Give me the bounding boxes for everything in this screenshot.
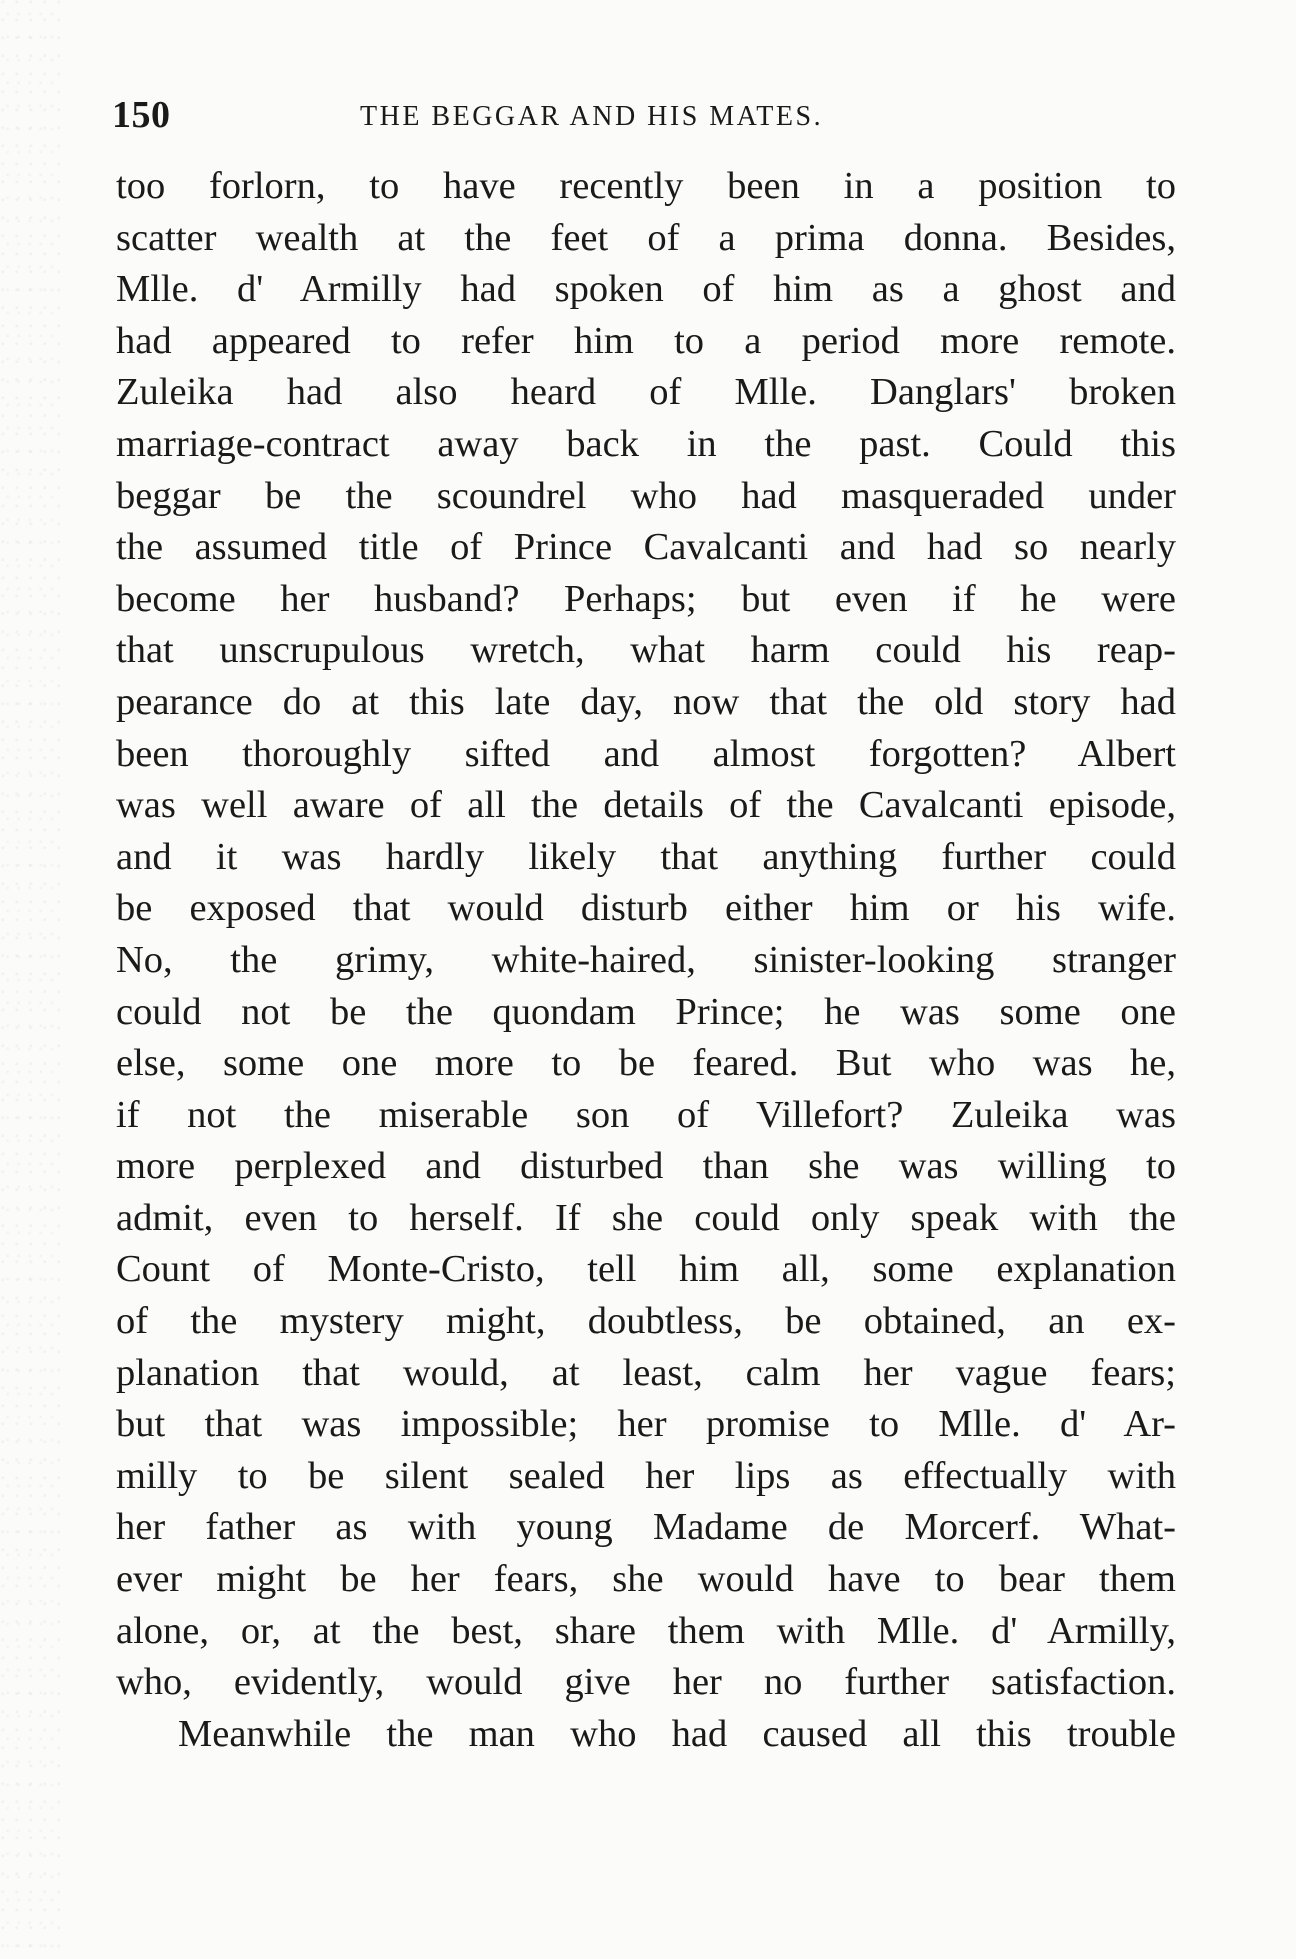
- text-line: had appeared to refer him to a period more remote.: [116, 319, 1176, 362]
- text-line: Meanwhile the man who had caused all this trouble: [178, 1712, 1176, 1755]
- text-line: else, some one more to be feared. But who was he,: [116, 1042, 1176, 1085]
- text-line: been thoroughly sifted and almost forgotten? Albert: [116, 732, 1176, 775]
- text-line: No, the grimy, white-haired, sinister-looking stranger: [116, 938, 1176, 981]
- text-line: of the mystery might, doubtless, be obtained, an ex-: [116, 1300, 1176, 1343]
- text-line: and it was hardly likely that anything further could: [116, 835, 1176, 878]
- text-line: scatter wealth at the feet of a prima donna. Besides,: [116, 216, 1176, 259]
- running-title: THE BEGGAR AND HIS MATES.: [360, 101, 824, 132]
- page-header: [112, 85, 1172, 145]
- page-edge-texture: [0, 0, 60, 1959]
- text-line: Count of Monte-Cristo, tell him all, some explanation: [116, 1248, 1176, 1291]
- text-line: milly to be silent sealed her lips as effectually with: [116, 1454, 1176, 1497]
- text-line: the assumed title of Prince Cavalcanti and had so nearly: [116, 526, 1176, 569]
- text-line: marriage-contract away back in the past. Could this: [116, 422, 1176, 465]
- text-line: become her husband? Perhaps; but even if he were: [116, 577, 1176, 620]
- text-line: too forlorn, to have recently been in a position to: [116, 165, 1176, 207]
- text-line: alone, or, at the best, share them with Mlle. d' Armilly,: [116, 1609, 1176, 1652]
- text-line: admit, even to herself. If she could only speak with the: [116, 1196, 1176, 1239]
- text-line: planation that would, at least, calm her vague fears;: [116, 1351, 1176, 1394]
- text-line: pearance do at this late day, now that the old story had: [116, 680, 1176, 723]
- text-line: that unscrupulous wretch, what harm could his reap-: [116, 629, 1176, 672]
- body-text: [116, 161, 1176, 1760]
- text-line: beggar be the scoundrel who had masqueraded under: [116, 474, 1176, 517]
- text-line: if not the miserable son of Villefort? Zuleika was: [116, 1093, 1176, 1136]
- text-line: ever might be her fears, she would have to bear them: [116, 1558, 1176, 1601]
- text-line: but that was impossible; her promise to Mlle. d' Ar-: [116, 1403, 1176, 1446]
- text-line: more perplexed and disturbed than she was willing to: [116, 1145, 1176, 1188]
- text-line: be exposed that would disturb either him or his wife.: [116, 887, 1176, 930]
- page-number: 150: [112, 94, 171, 136]
- text-line: could not be the quondam Prince; he was some one: [116, 990, 1176, 1033]
- text-line: Mlle. d' Armilly had spoken of him as a ghost and: [116, 268, 1176, 311]
- text-line: who, evidently, would give her no further satisfaction.: [116, 1661, 1176, 1704]
- text-line: was well aware of all the details of the Cavalcanti episode,: [116, 784, 1176, 827]
- text-line: Zuleika had also heard of Mlle. Danglars' broken: [116, 371, 1176, 414]
- text-line: her father as with young Madame de Morcerf. What-: [116, 1506, 1176, 1549]
